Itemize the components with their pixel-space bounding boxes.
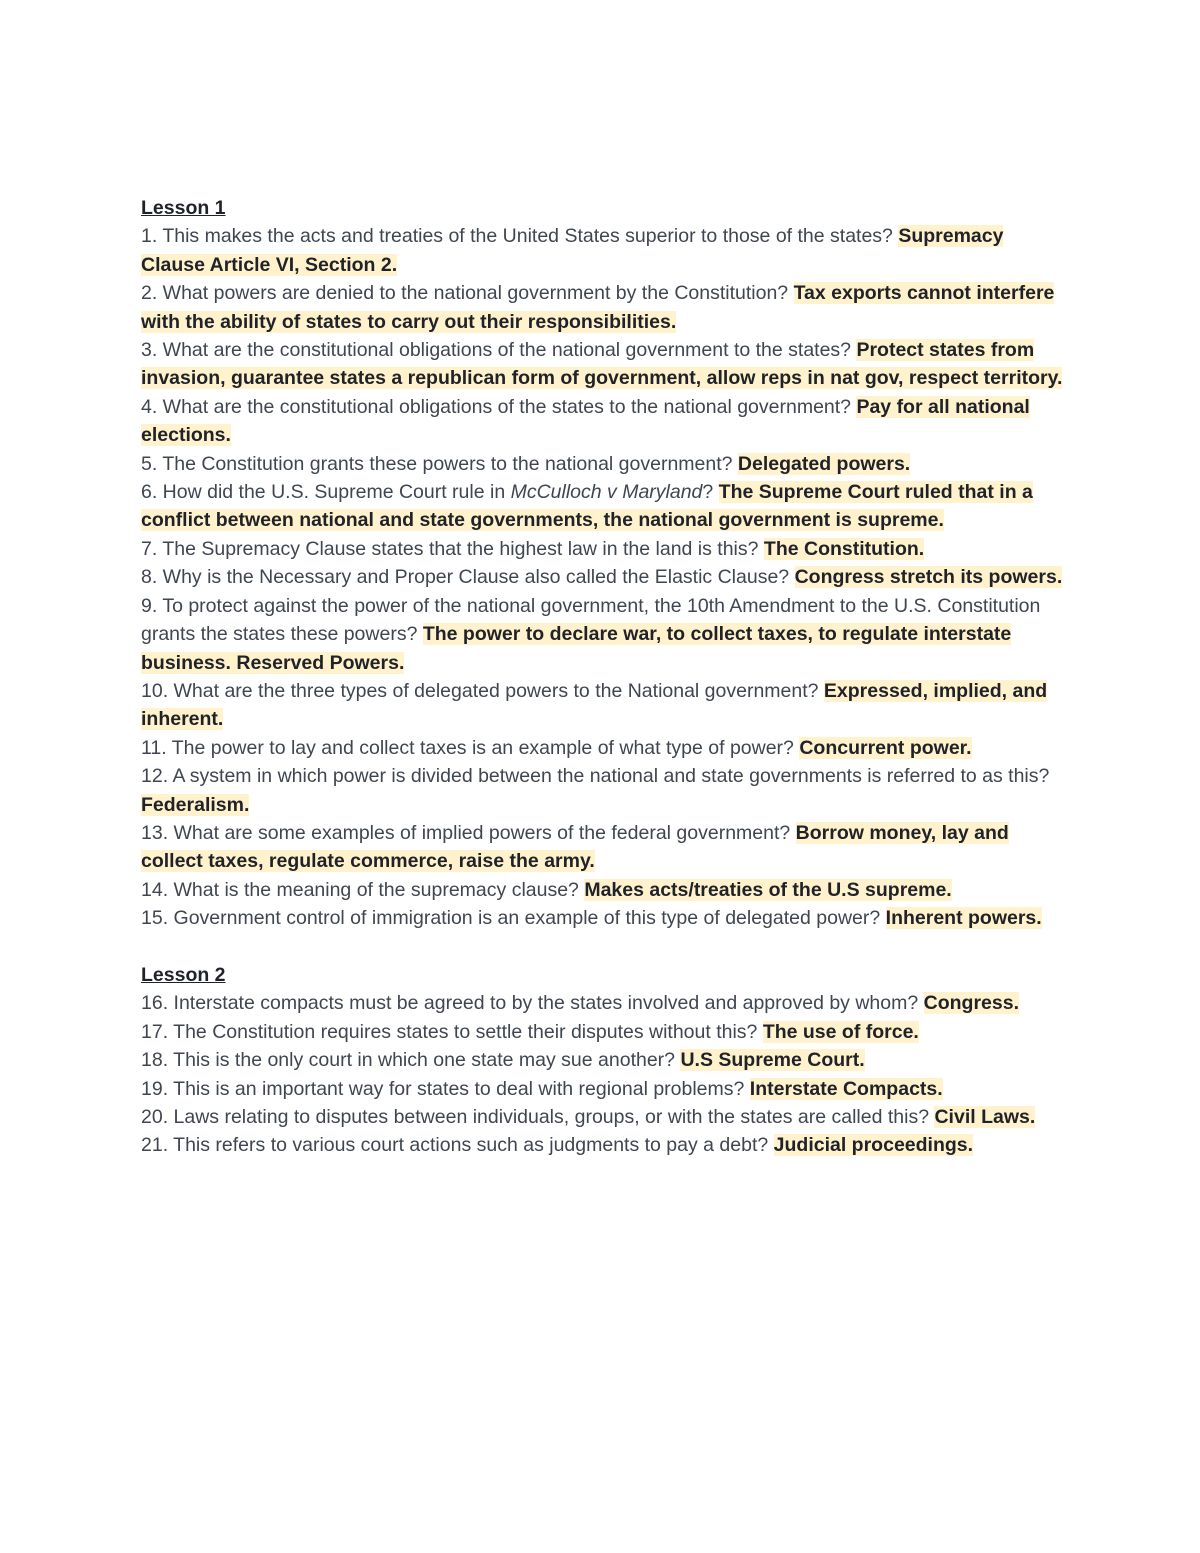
answer-text: Makes acts/treaties of the U.S supreme. xyxy=(584,878,952,901)
question-item xyxy=(141,677,1071,734)
case-name: McCulloch v Maryland xyxy=(510,481,703,504)
answer-text: Delegated powers. xyxy=(737,452,911,475)
question-text: 7. The Supremacy Clause states that the highest law in the land is this? xyxy=(141,537,764,560)
question-text: 6. How did the U.S. Supreme Court rule in xyxy=(141,481,511,504)
question-item xyxy=(141,535,1071,563)
question-text: 1. This makes the acts and treaties of the United States superior to those of the states? xyxy=(141,225,899,248)
question-text: 10. What are the three types of delegated powers to the National government? xyxy=(141,679,824,702)
answer-text: Congress stretch its powers. xyxy=(794,566,1063,589)
answer-text: The Constitution. xyxy=(763,537,925,560)
question-item xyxy=(141,1018,1071,1046)
answer-text: Supremacy Clause Article VI, Section 2. xyxy=(141,225,1004,276)
question-text: 15. Government control of immigration is an example of this type of delegated power? xyxy=(141,907,886,930)
answer-text: Civil Laws. xyxy=(934,1105,1036,1128)
question-item xyxy=(141,1103,1071,1131)
question-item xyxy=(141,478,1071,535)
lesson-2-heading: Lesson 2 xyxy=(141,963,226,986)
question-item xyxy=(141,734,1071,762)
answer-text: Borrow money, lay and collect taxes, regulate commerce, raise the army. xyxy=(141,821,1009,873)
answer-text: Federalism. xyxy=(141,793,250,816)
answer-text: The power to declare war, to collect taxes, to regulate interstate business. Reserved Powers. xyxy=(141,623,1012,674)
question-item xyxy=(141,222,1071,279)
question-item xyxy=(141,592,1071,677)
question-text: 11. The power to lay and collect taxes is an example of what type of power? xyxy=(141,736,800,759)
question-item xyxy=(141,1075,1071,1103)
question-item xyxy=(141,904,1071,932)
question-text: 14. What is the meaning of the supremacy clause? xyxy=(141,878,585,901)
question-item xyxy=(141,393,1071,450)
question-text-end: ? xyxy=(702,481,719,504)
answer-text: Judicial proceedings. xyxy=(773,1134,974,1157)
answer-text: Interstate Compacts. xyxy=(749,1077,943,1100)
question-item xyxy=(141,1131,1071,1159)
question-text: 3. What are the constitutional obligations of the national government to the states? xyxy=(141,339,857,362)
question-text: 9. To protect against the power of the national government, the 10th Amendment to the U.S. Constitution grants the states these powers? xyxy=(141,594,1041,646)
question-text: 18. This is the only court in which one state may sue another? xyxy=(141,1049,681,1072)
question-text: 21. This refers to various court actions such as judgments to pay a debt? xyxy=(141,1134,774,1157)
question-text: 16. Interstate compacts must be agreed to by the states involved and approved by whom? xyxy=(141,992,924,1015)
question-text: 12. A system in which power is divided between the national and state governments is referred to as this? xyxy=(141,765,1050,788)
answer-text: Protect states from invasion, guarantee states a republican form of government, allow reps in nat gov, respect territory. xyxy=(141,339,1063,390)
question-text: 4. What are the constitutional obligations of the states to the national government? xyxy=(141,395,857,418)
question-text: 2. What powers are denied to the national government by the Constitution? xyxy=(141,282,794,305)
question-item xyxy=(141,279,1071,336)
answer-text: Pay for all national elections. xyxy=(141,395,1030,447)
question-item xyxy=(141,450,1071,478)
lesson-1-heading: Lesson 1 xyxy=(141,197,226,219)
question-text: 20. Laws relating to disputes between individuals, groups, or with the states are called this? xyxy=(141,1105,935,1128)
question-item xyxy=(141,563,1071,591)
question-item xyxy=(141,336,1071,393)
question-text: 5. The Constitution grants these powers to the national government? xyxy=(141,452,738,475)
answer-text: The Supreme Court ruled that in a conflict between national and state governments, the national government is supreme. xyxy=(141,481,1033,532)
question-text: 19. This is an important way for states to deal with regional problems? xyxy=(141,1077,750,1100)
question-item xyxy=(141,989,1071,1017)
question-text: 8. Why is the Necessary and Proper Clause also called the Elastic Clause? xyxy=(141,566,795,589)
question-item xyxy=(141,819,1071,876)
answer-text: The use of force. xyxy=(762,1020,919,1043)
answer-text: U.S Supreme Court. xyxy=(680,1049,865,1072)
answer-text: Expressed, implied, and inherent. xyxy=(141,679,1048,731)
answer-text: Congress. xyxy=(923,992,1019,1015)
question-item xyxy=(141,876,1071,904)
answer-text: Inherent powers. xyxy=(885,907,1042,930)
answer-text: Tax exports cannot interfere with the ability of states to carry out their responsibilities. xyxy=(141,282,1055,333)
question-text: 17. The Constitution requires states to settle their disputes without this? xyxy=(141,1020,763,1043)
answer-text: Concurrent power. xyxy=(799,736,972,759)
document-page xyxy=(141,194,1071,1160)
question-item xyxy=(141,762,1071,819)
question-item xyxy=(141,1046,1071,1074)
question-text: 13. What are some examples of implied powers of the federal government? xyxy=(141,821,796,844)
